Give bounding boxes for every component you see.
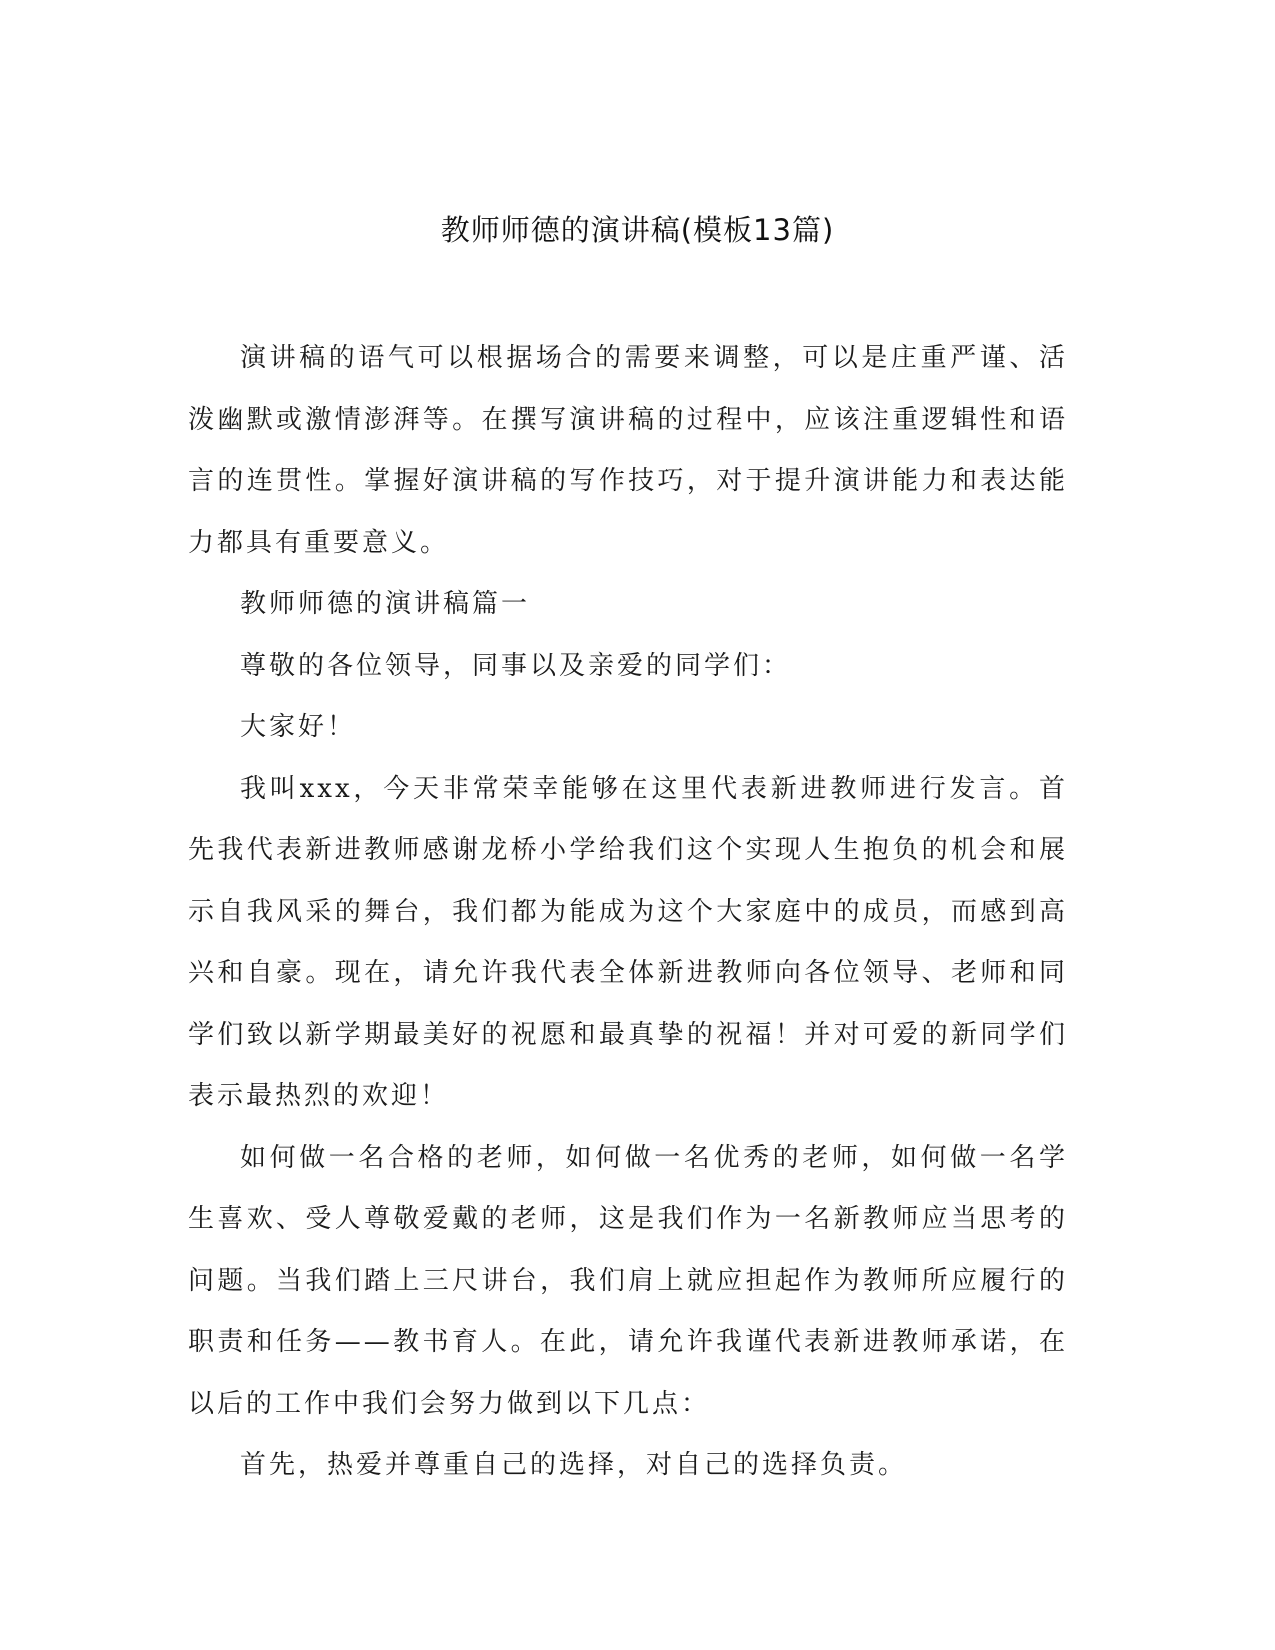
intro-paragraph: 演讲稿的语气可以根据场合的需要来调整，可以是庄重严谨、活泼幽默或激情澎湃等。在撰写演讲稿的过程中，应该注重逻辑性和语言的连贯性。掌握好演讲稿的写作技巧，对于提升演讲能力和表达能力都具有重要意义。 <box>188 343 1068 558</box>
section-heading: 教师师德的演讲稿篇一 <box>240 589 531 619</box>
salutation: 尊敬的各位领导，同事以及亲爱的同学们： <box>240 650 792 681</box>
document-body <box>188 328 1068 1497</box>
greeting: 大家好！ <box>240 712 357 742</box>
document-title: 教师师德的演讲稿(模板13篇) <box>440 213 835 247</box>
body-paragraph: 如何做一名合格的老师，如何做一名优秀的老师，如何做一名学生喜欢、受人尊敬爱戴的老师，这是我们作为一名新教师应当思考的问题。当我们踏上三尺讲台，我们肩上就应担起作为教师所应履行的职责和任务——教书育人。在此，请允许我谨代表新进教师承诺，在以后的工作中我们会努力做到以下几点： <box>188 1142 1068 1419</box>
body-paragraph: 首先，热爱并尊重自己的选择，对自己的选择负责。 <box>240 1450 908 1480</box>
body-paragraph: 我叫xxx，今天非常荣幸能够在这里代表新进教师进行发言。首先我代表新进教师感谢龙桥小学给我们这个实现人生抱负的机会和展示自我风采的舞台，我们都为能成为这个大家庭中的成员，而感到高兴和自豪。现在，请允许我代表全体新进教师向各位领导、老师和同学们致以新学期最美好的祝愿和最真挚的祝福！并对可爱的新同学们表示最热烈的欢迎！ <box>188 773 1068 1111</box>
